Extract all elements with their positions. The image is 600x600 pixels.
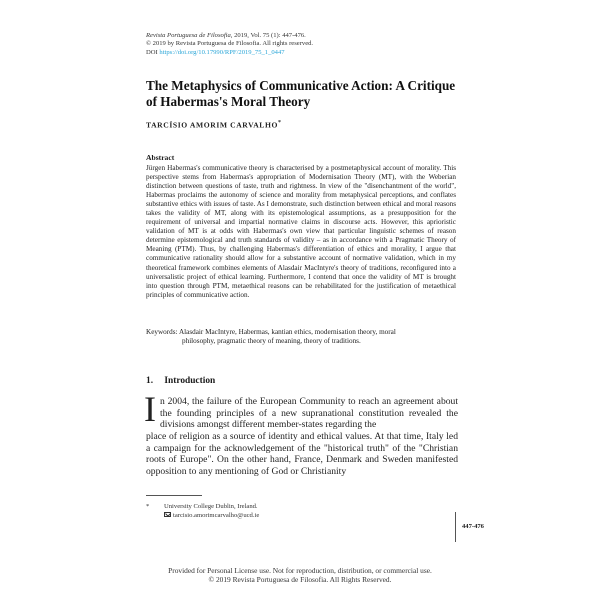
doi-line: [146, 49, 313, 57]
abstract-text: Jürgen Habermas's communicative theory is characterised by a postmetaphysical account of morality. This perspective stems from Habermas's appropriation of Modernisation Theory (MT), with the Weberian distinction between questions of taste, truth and rightness. In view of the "disenchantment of the world", Habermas proclaims the autonomy of science and morality from metaphysical perceptions, and conflates substantive ethics with issues of taste. As I demonstrate, such distinction between ethical and moral reasons takes the validity of MT, along with its epistemological assumptions, as a presupposition for the requirement of universal and impartial normative claims in discourse acts. However, this aprioristic validation of MT is at odds with Habermas's own view that particular linguistic schemes of reason determine epistemological and truth standards of validity – as in accordance with a Pragmatic Theory of Meaning (PTM). Thus, by challenging Habermas's differentiation of ethics and morality, I argue that communicative rationality should allow for a substantive account of normative validation, which in my theoretical framework combines elements of Alasdair MacIntyre's theory of traditions, reconfigured into a universalistic project of ethical learning. Furthermore, I contend that once the validity of MT is brought into question through PTM, metaethical reasons can be rehabilitated for the justification of metaethical principles of communicative action.: [146, 164, 456, 299]
page-range: 447-476: [455, 512, 484, 542]
author-name-text: TARCÍSIO AMORIM CARVALHO: [146, 120, 278, 130]
footnote: [146, 503, 259, 520]
article-title: The Metaphysics of Communicative Action: A Critique of Habermas's Moral Theory: [146, 78, 456, 109]
section-title: Introduction: [164, 376, 216, 386]
journal-header: [146, 32, 313, 57]
footnote-email[interactable]: tarcisio.amorimcarvalho@ucd.ie: [173, 511, 260, 519]
author-footnote-mark[interactable]: *: [278, 120, 281, 126]
license-line-1: Provided for Personal License use. Not for reproduction, distribution, or commercial use.: [168, 566, 432, 575]
footnote-divider: [146, 495, 202, 496]
footnote-affiliation-line: [146, 503, 259, 512]
license-line-2: © 2019 Revista Portuguesa de Filosofia. All Rights Reserved.: [208, 575, 392, 584]
keywords-label: Keywords:: [146, 328, 178, 336]
keywords-line-1: Alasdair MacIntyre, Habermas, kantian ethics, modernisation theory, moral: [178, 328, 396, 336]
journal-name: Revista Portuguesa de Filosofia: [146, 32, 231, 39]
section-heading: [146, 376, 215, 386]
drop-cap: I: [144, 389, 156, 429]
footnote-affiliation: University College Dublin, Ireland.: [164, 503, 258, 510]
copyright-line: © 2019 by Revista Portuguesa de Filosofia. All rights reserved.: [146, 40, 314, 48]
body-paragraph-start: n 2004, the failure of the European Community to reach an agreement about the founding principles of a new supranational constitution revealed the divisions amongst different member-states regarding the: [160, 396, 458, 431]
citation-details: , 2019, Vol. 75 (1): 447-476.: [230, 32, 306, 39]
citation-line: [146, 32, 313, 40]
footnote-mark: *: [146, 503, 150, 510]
abstract-heading: Abstract: [146, 153, 175, 162]
author-name: [146, 120, 281, 130]
keywords-line-2: philosophy, pragmatic theory of meaning, theory of traditions.: [182, 337, 361, 346]
body-paragraph-rest: place of religion as a source of identity and ethical values. At that time, Italy led a campaign for the acknowledgement of the "historical truth" of the "Christian roots of Europe". On the other hand, France, Denmark and Sweden manifested opposition to any mentioning of God or Christianity: [146, 431, 458, 477]
footnote-email-line: [146, 512, 259, 521]
envelope-icon: [164, 512, 171, 517]
doi-link[interactable]: https://doi.org/10.17990/RPF/2019_75_1_0447: [159, 48, 285, 56]
doi-label: DOI: [146, 48, 158, 56]
section-number: 1.: [146, 376, 154, 386]
license-footer: [0, 566, 600, 584]
keywords: [146, 328, 456, 346]
